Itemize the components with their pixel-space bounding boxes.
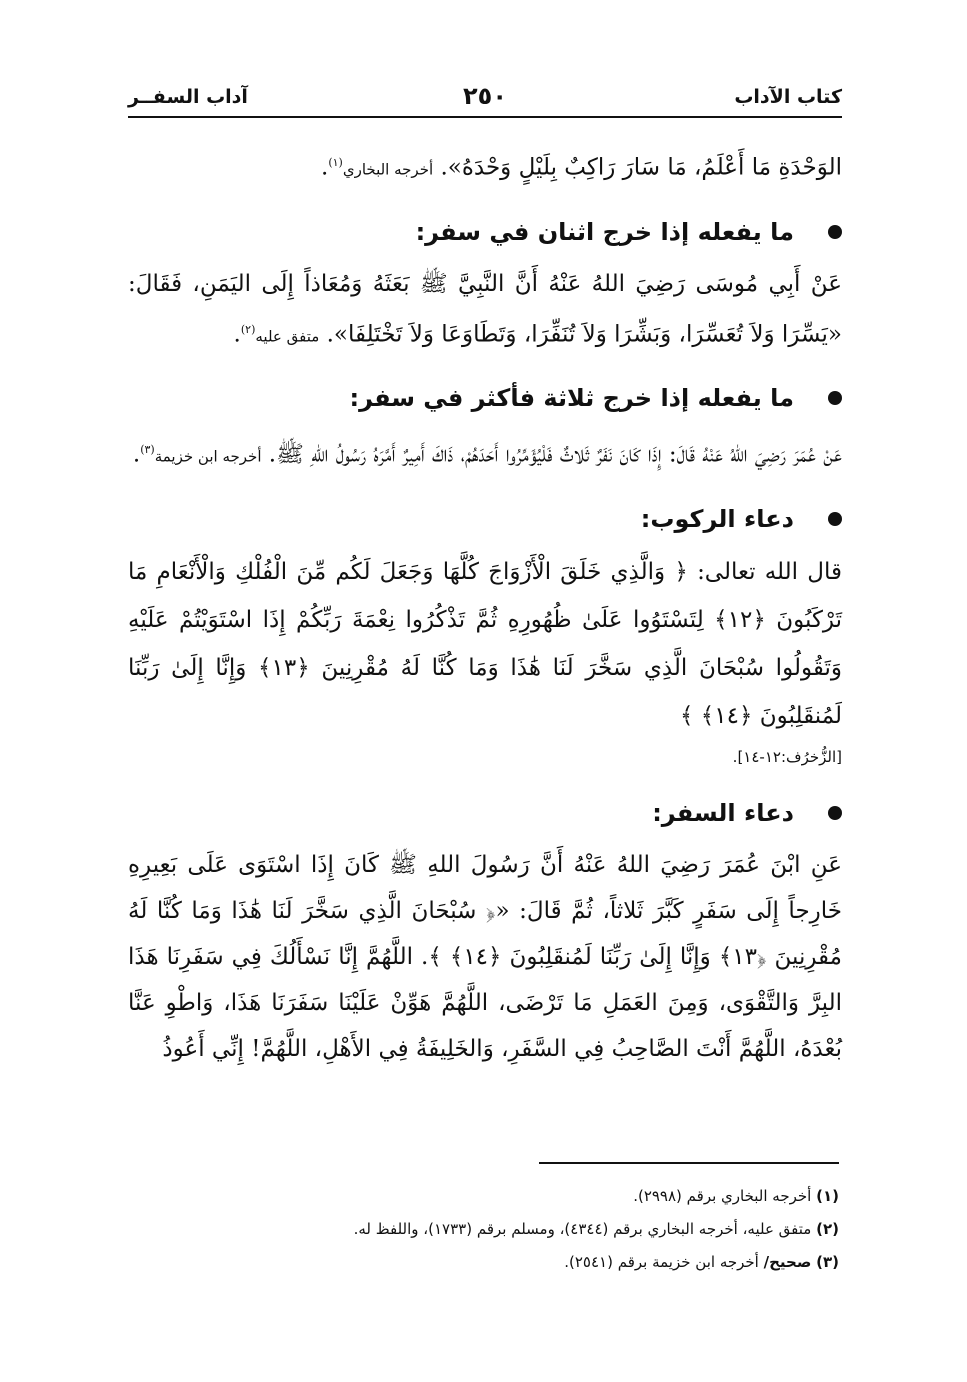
hadith-text: عَنْ عُمَرَ رَضِيَ اللهُ عَنْهُ قَالَ: إِذَا كَانَ نَفَرٌ ثَلاثٌ فَلْيُؤَمِّرُوا أَحَدَهُمْ، ذَاكَ أَمِيرٌ أَمَّرَهُ رَسُولُ اللهِ ﷺ. [268,441,842,468]
footnote-text: متفق عليه، أخرجه البخاري برقم (٤٣٤٤)، ومسلم برقم (١٧٣٣)، واللفظ له. [353,1220,812,1238]
footnote-marker: (٢) [240,322,256,336]
intro-footnote-marker: (١) [328,156,343,169]
quran-verse-block [128,548,842,774]
footnote-number: (١) [816,1187,839,1205]
footnote-number: (٢) [816,1220,839,1238]
bullet-icon [828,806,842,820]
footnote-text: أخرجه ابن خزيمة برقم (٢٥٤١). [564,1253,764,1271]
hadith-two-travelers: عَنْ أَبِي مُوسَى رَضِيَ اللهُ عَنْهُ أَنَّ النَّبِيَّ ﷺ بَعَثَهُ وَمُعَاذاً إِلَى اليَمَنِ، فَقَالَ: «يَسِّرَا وَلاَ تُعَسِّرَا، وَبَشِّرَا وَلاَ تُنَفِّرَا، وَتَطَاوَعَا وَلاَ تَخْتَلِفَا». متفق عليه$^{(٢)}$. [128,270,842,348]
footnote-2 [125,1213,839,1246]
footnote-divider [539,1162,839,1164]
heading-text: ما يفعله إذا خرج اثنان في سفر: [415,217,794,246]
hadith-three-travelers: عَنْ عُمَرَ رَضِيَ اللهُ عَنْهُ قَالَ: إِذَا كَانَ نَفَرٌ ثَلاثٌ فَلْيُؤَمِّرُوا أَحَدَهُمْ، ذَاكَ أَمِيرٌ أَمَّرَهُ رَسُولُ اللهِ ﷺ. أخرجه ابن خزيمة$^{(٣)}$. [132,441,842,468]
section-heading-riding-dua [128,494,842,544]
footnote-3 [125,1246,839,1279]
surah-reference: [الزُّخرُف:١٢-١٤]. [732,747,842,766]
bullet-icon [828,391,842,405]
book-title: كتاب الآداب [734,86,842,108]
hadith-travel-dua [128,842,842,1072]
hadith-text: عَنْ أَبِي مُوسَى رَضِيَ اللهُ عَنْهُ أَنَّ النَّبِيَّ ﷺ بَعَثَهُ وَمُعَاذاً إِلَى اليَمَنِ، فَقَالَ: «يَسِّرَا وَلاَ تُعَسِّرَا، وَبَشِّرَا وَلاَ تُنَفِّرَا، وَتَطَاوَعَا وَلاَ تَخْتَلِفَا». [128,270,842,348]
verse-intro: قال الله تعالى: [697,558,842,585]
hadith-text: عَنِ ابْنَ عُمَرَ رَضِيَ اللهُ عَنْهُ أَنَّ رَسُولَ اللهِ ﷺ كَانَ إِذَا اسْتَوَى عَلَى بَعِيرِهِ خَارِجاً إِلَى سَفَرٍ كَبَّرَ ثَلاثاً، ثُمَّ قَالَ: «﴿ سُبْحَانَ الَّذِي سَخَّرَ لَنَا هَٰذَا وَمَا كُنَّا لَهُ مُقْرِنِينَ ﴿١٣﴾ وَإِنَّا إِلَىٰ رَبِّنَا لَمُنقَلِبُونَ ﴿١٤﴾ ﴾. اللَّهُمَّ إِنَّا نَسْأَلُكَ فِي سَفَرِنَا هَذَا البِرَّ وَالتَّقْوَى، وَمِنَ العَمَلِ مَا تَرْضَى، اللَّهُمَّ هَوِّنْ عَلَيْنَا سَفَرَنَا هَذَا، وَاطْوِ عَنَّا بُعْدَهُ، اللَّهُمَّ أَنْتَ الصَّاحِبُ فِي السَّفَرِ، وَالخَلِيفَةُ فِي الأَهْلِ، اللَّهُمَّ! إِنِّي أَعُوذُ [128,851,843,1062]
intro-paragraph: الوَحْدَةِ مَا أَعْلَمُ، مَا سَارَ رَاكِبٌ بِلَيْلٍ وَحْدَهُ». أخرجه البخاري$^{(١)}$. [321,154,842,181]
intro-text: الوَحْدَةِ مَا أَعْلَمُ، مَا سَارَ رَاكِبٌ بِلَيْلٍ وَحْدَهُ». [440,154,842,181]
intro-ref: أخرجه البخاري [342,160,434,179]
footnote-1 [125,1180,839,1213]
section-heading-three-travelers [128,373,842,423]
section-heading-travel-dua [128,788,842,838]
footnotes [125,1180,839,1279]
verse-text: ﴿ وَالَّذِي خَلَقَ الْأَزْوَاجَ كُلَّهَا وَجَعَلَ لَكُم مِّنَ الْفُلْكِ وَالْأَنْعَامِ مَا تَرْكَبُونَ ﴿١٢﴾ لِتَسْتَوُوا عَلَىٰ ظُهُورِهِ ثُمَّ تَذْكُرُوا نِعْمَةَ رَبِّكُمْ إِذَا اسْتَوَيْتُمْ عَلَيْهِ وَتَقُولُوا سُبْحَانَ الَّذِي سَخَّرَ لَنَا هَٰذَا وَمَا كُنَّا لَهُ مُقْرِنِينَ ﴿١٣﴾ وَإِنَّا إِلَىٰ رَبِّنَا لَمُنقَلِبُونَ ﴿١٤﴾ ﴾ [128,558,842,729]
bullet-icon [828,512,842,526]
footnote-marker: (٣) [140,443,155,457]
footnote-grade: صحيح/ [763,1253,812,1271]
footnote-number: (٣) [816,1253,839,1271]
main-content [128,140,842,1072]
section-heading-two-travelers [128,207,842,257]
page-header [128,82,842,118]
footnote-text: أخرجه البخاري برقم (٢٩٩٨). [633,1187,812,1205]
page-number: ٢٥٠ [463,82,507,110]
chapter-title: آداب السفــر [128,86,248,108]
hadith-ref: أخرجه ابن خزيمة [154,447,262,466]
heading-text: ما يفعله إذا خرج ثلاثة فأكثر في سفر: [349,384,794,413]
heading-text: دعاء الركوب: [640,504,794,533]
hadith-ref: متفق عليه [255,327,320,346]
heading-text: دعاء السفر: [652,798,794,827]
bullet-icon [828,225,842,239]
